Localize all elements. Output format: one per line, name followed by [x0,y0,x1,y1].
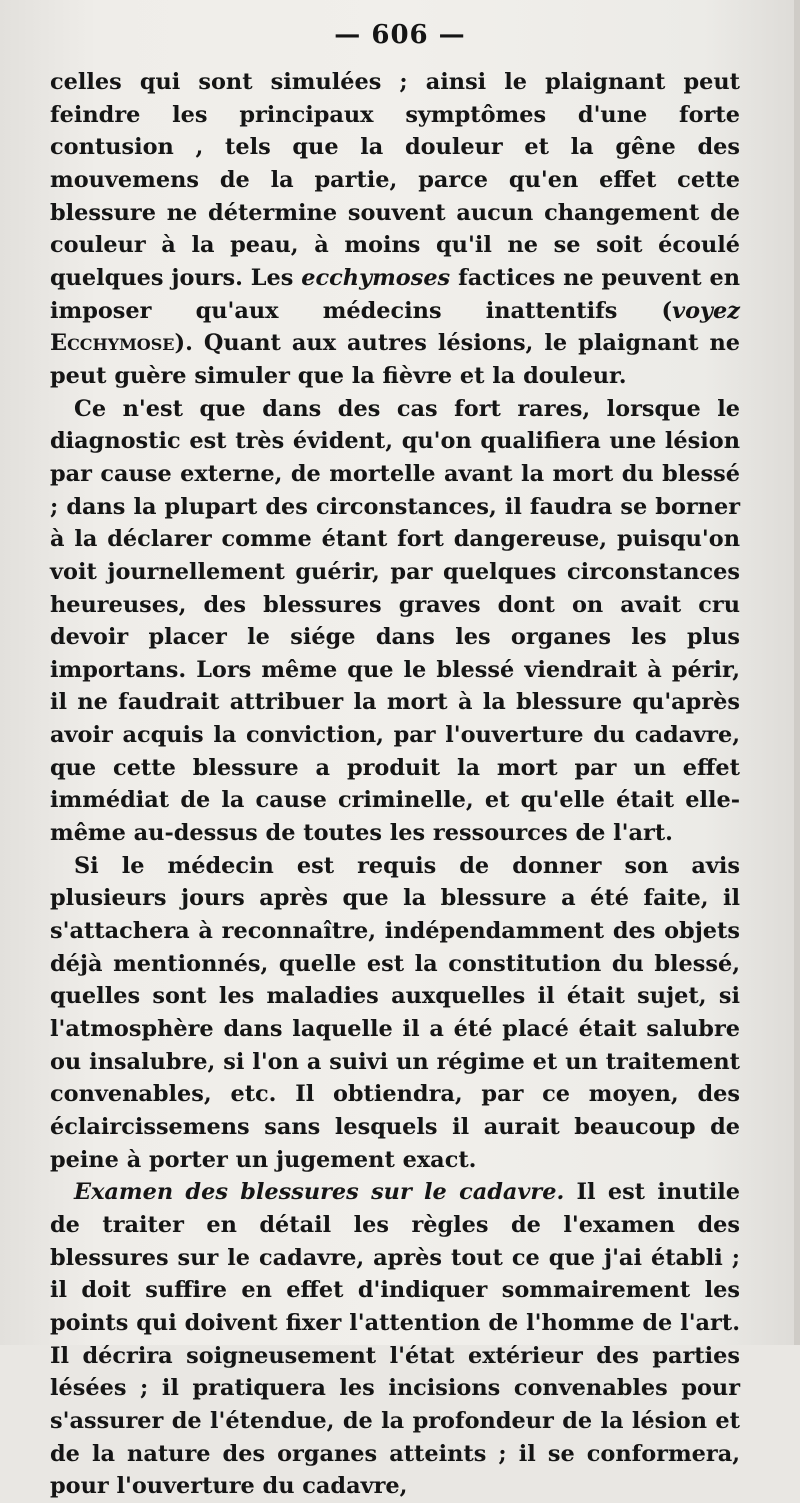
italic-voyez: voyez [672,297,740,324]
paragraph-3 [50,850,740,1177]
paragraph-2 [50,393,740,850]
text-span: Ce n'est que dans des cas fort rares, lorsque le diagnostic est très évident, qu'on qualifiera une lésion par cause externe, de mortelle avant la mort du blessé ; dans la plupart des circonstances, il faudra se borner à la déclarer comme étant fort dangereuse, puisqu'on voit journellement guérir, par quelques circonstances heureuses, des blessures graves dont on avait cru devoir placer le siége dans les organes les plus importans. Lors même que le blessé viendrait à périr, il ne faudrait attribuer la mort à la blessure qu'après avoir acquis la conviction, par l'ouverture du cadavre, que cette blessure a produit la mort par un effet immédiat de la cause criminelle, et qu'elle était elle-même au-dessus de toutes les ressources de l'art. [50,395,740,847]
text-span: factices ne peuvent en imposer qu'aux médecins inattentifs ( [50,264,740,324]
cross-reference-ecchymose: Ecchymose [50,330,175,357]
page-number: — 606 — [334,20,466,50]
text-span: celles qui sont simulées ; ainsi le plaignant peut feindre les principaux symptômes d'une forte contusion , tels que la douleur et la gêne des mouvemens de la partie, parce qu'en effet cette blessure ne détermine souvent aucun changement de couleur à la peau, à moins qu'il ne se soit écoulé quelques jours. Les [50,69,740,291]
paragraph-4 [50,1176,740,1503]
section-heading-examen: Examen des blessures sur le cadavre. [74,1179,565,1206]
page-edge [794,0,800,1345]
text-span: Il est inutile de traiter en détail les règles de l'examen des blessures sur le cadavre, après tout ce que j'ai établi ; il doit suffire en effet d'indiquer sommairement les points qui doivent fixer l'attention de l'homme de l'art. Il décrira soigneusement l'état extérieur des parties lésées ; il pratiquera les incisions convenables pour s'assurer de l'étendue, de la profondeur de la lésion et de la nature des organes atteints ; il se conformera, pour l'ouverture du cadavre, [50,1179,740,1500]
text-span: Si le médecin est requis de donner son avis plusieurs jours après que la blessure a été faite, il s'attachera à reconnaître, indépendamment des objets déjà mentionnés, quelle est la constitution du blessé, quelles sont les maladies auxquelles il était sujet, si l'atmosphère dans laquelle il a été placé était salubre ou insalubre, si l'on a suivi un régime et un traitement convenables, etc. Il obtiendra, par ce moyen, des éclaircissemens sans lesquels il aurait beaucoup de peine à porter un jugement exact. [50,852,740,1173]
paragraph-1 [50,66,740,393]
italic-term-ecchymoses: ecchymoses [301,264,451,291]
body-text [50,66,740,1503]
text-span: ). Quant aux autres lésions, le plaignant ne peut guère simuler que la fièvre et la douleur. [50,330,740,389]
